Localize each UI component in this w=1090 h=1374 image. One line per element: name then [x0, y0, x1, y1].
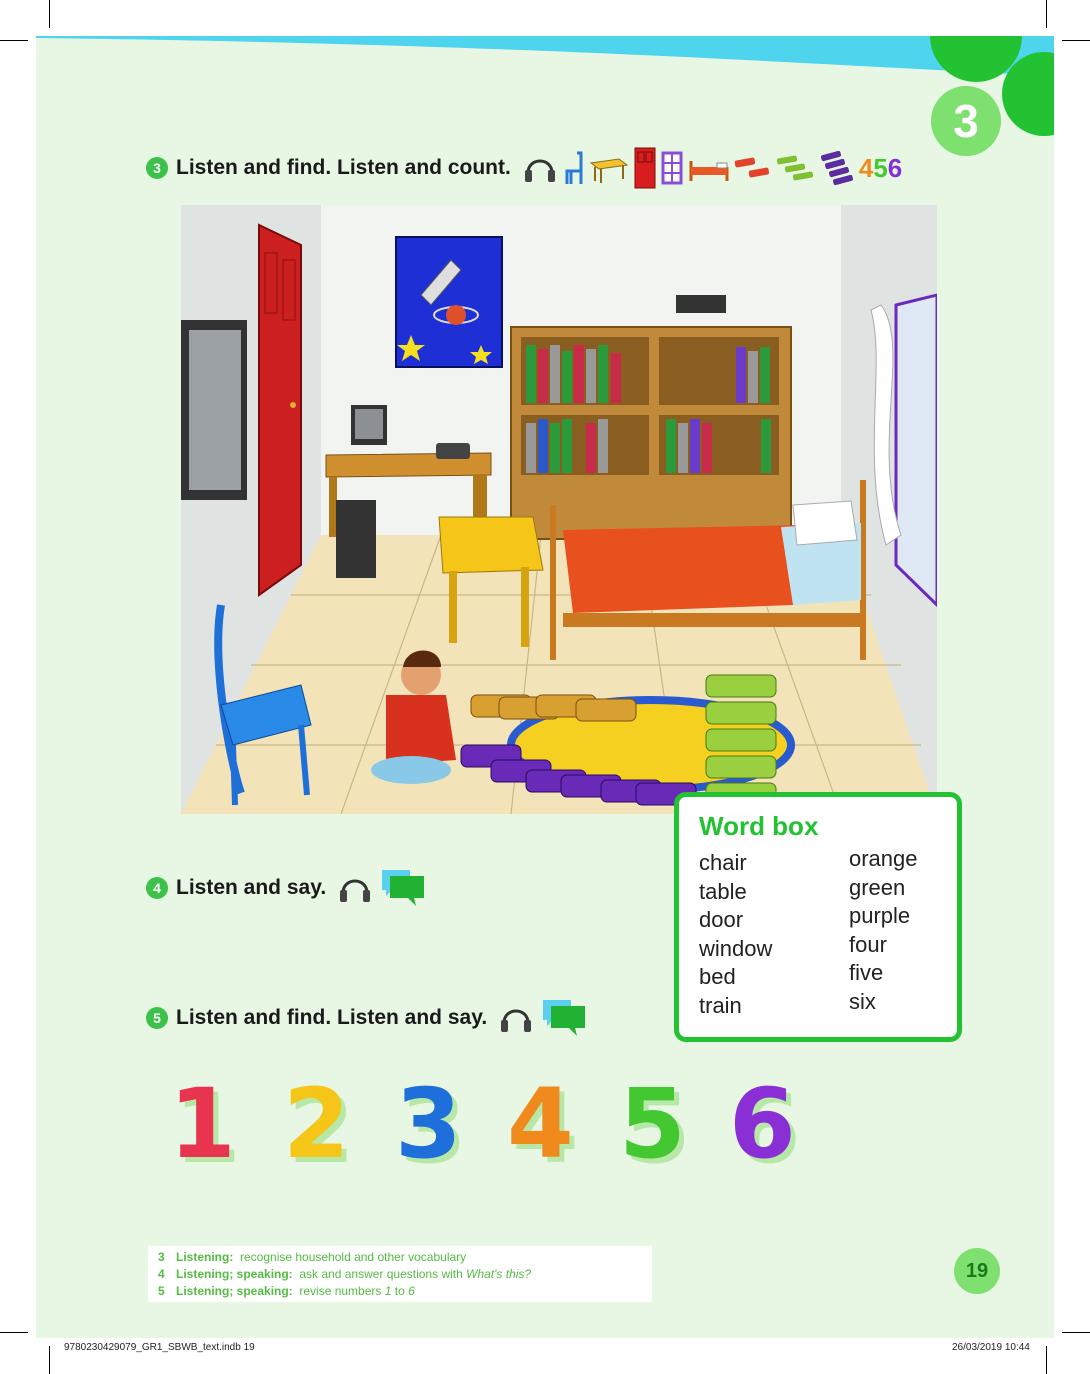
note-skill: Listening; speaking: — [176, 1284, 293, 1298]
top-stripe-decoration — [36, 36, 1054, 126]
note-text: revise numbers — [299, 1284, 385, 1298]
note-number: 4 — [158, 1267, 165, 1281]
exercise-5-heading — [146, 998, 587, 1038]
big-number-4: 4 — [507, 1068, 574, 1180]
bedroom-illustration — [181, 205, 937, 814]
big-numbers-row — [169, 1068, 829, 1178]
word-box-column-2 — [849, 845, 918, 1016]
word-four: four — [849, 931, 887, 957]
word-train: train — [699, 992, 742, 1018]
word-green: green — [849, 874, 906, 900]
word-table: table — [699, 878, 747, 904]
big-number-1: 1 — [169, 1068, 236, 1180]
slug-date-time: 26/03/2019 10:44 — [952, 1342, 1030, 1353]
word-six: six — [849, 988, 876, 1014]
door-icon — [633, 146, 657, 190]
teacher-notes — [148, 1246, 652, 1302]
word-orange: orange — [849, 846, 918, 871]
crop-mark — [1046, 1346, 1047, 1374]
note-number: 3 — [158, 1250, 165, 1264]
note-italic: What's this? — [466, 1267, 532, 1281]
crop-mark — [0, 40, 28, 41]
word-box-column-1 — [699, 849, 772, 1020]
header-number-4: 4 — [858, 152, 874, 183]
word-box-title: Word box — [699, 811, 819, 841]
word-five: five — [849, 960, 884, 985]
bed-icon — [687, 151, 731, 185]
speech-bubbles-icon — [380, 868, 426, 908]
exercise-number: 5 — [146, 1007, 168, 1029]
word-purple: purple — [849, 903, 911, 928]
page-number: 19 — [954, 1248, 1000, 1294]
note-italic: 1 — [384, 1284, 392, 1298]
big-number-6: 6 — [729, 1068, 796, 1180]
exercise-number: 4 — [146, 877, 168, 899]
crop-mark — [49, 0, 50, 28]
exercise-4-heading — [146, 868, 426, 908]
crop-mark — [1046, 0, 1047, 28]
headphones-icon — [523, 151, 557, 185]
big-number-5: 5 — [619, 1068, 686, 1180]
note-text: ask and answer questions with — [299, 1267, 467, 1281]
word-box — [674, 792, 962, 1042]
purple-trains-icon — [817, 151, 857, 185]
table-icon — [589, 151, 629, 185]
word-bed: bed — [699, 964, 736, 989]
note-text: to — [391, 1284, 409, 1298]
teacher-note — [158, 1250, 466, 1264]
teacher-note — [158, 1267, 531, 1281]
big-number-2: 2 — [283, 1068, 350, 1180]
crop-mark — [1062, 1332, 1090, 1333]
workbook-page — [36, 36, 1054, 1338]
note-text: recognise household and other vocabulary — [240, 1250, 467, 1264]
unit-badge: 3 — [931, 86, 1001, 156]
window-icon — [661, 151, 683, 185]
note-italic: 6 — [408, 1284, 415, 1298]
word-window: window — [699, 935, 773, 961]
header-number-5: 5 — [873, 152, 888, 183]
crop-mark — [49, 1346, 50, 1374]
header-number-6: 6 — [887, 152, 903, 183]
chair-icon — [561, 151, 585, 185]
speech-bubbles-icon — [541, 998, 587, 1038]
word-door: door — [699, 907, 744, 932]
bedroom-scene — [181, 205, 937, 814]
note-number: 5 — [158, 1284, 165, 1298]
exercise-instruction: Listen and find. Listen and say. — [176, 1006, 488, 1029]
exercise-number: 3 — [146, 157, 168, 179]
exercise-3-heading — [146, 146, 902, 190]
teacher-note — [158, 1284, 415, 1298]
green-trains-icon — [775, 153, 815, 183]
word-chair: chair — [699, 850, 747, 875]
note-skill: Listening; speaking: — [176, 1267, 293, 1281]
crop-mark — [1062, 40, 1090, 41]
slug-file-info: 9780230429079_GR1_SBWB_text.indb 19 — [64, 1342, 255, 1353]
exercise-instruction: Listen and find. Listen and count. — [176, 156, 511, 179]
big-number-3: 3 — [395, 1068, 462, 1180]
note-skill: Listening: — [176, 1250, 234, 1264]
headphones-icon — [499, 1001, 533, 1035]
crop-mark — [0, 1332, 28, 1333]
exercise-instruction: Listen and say. — [176, 876, 327, 899]
headphones-icon — [338, 871, 372, 905]
orange-trains-icon — [733, 153, 773, 183]
